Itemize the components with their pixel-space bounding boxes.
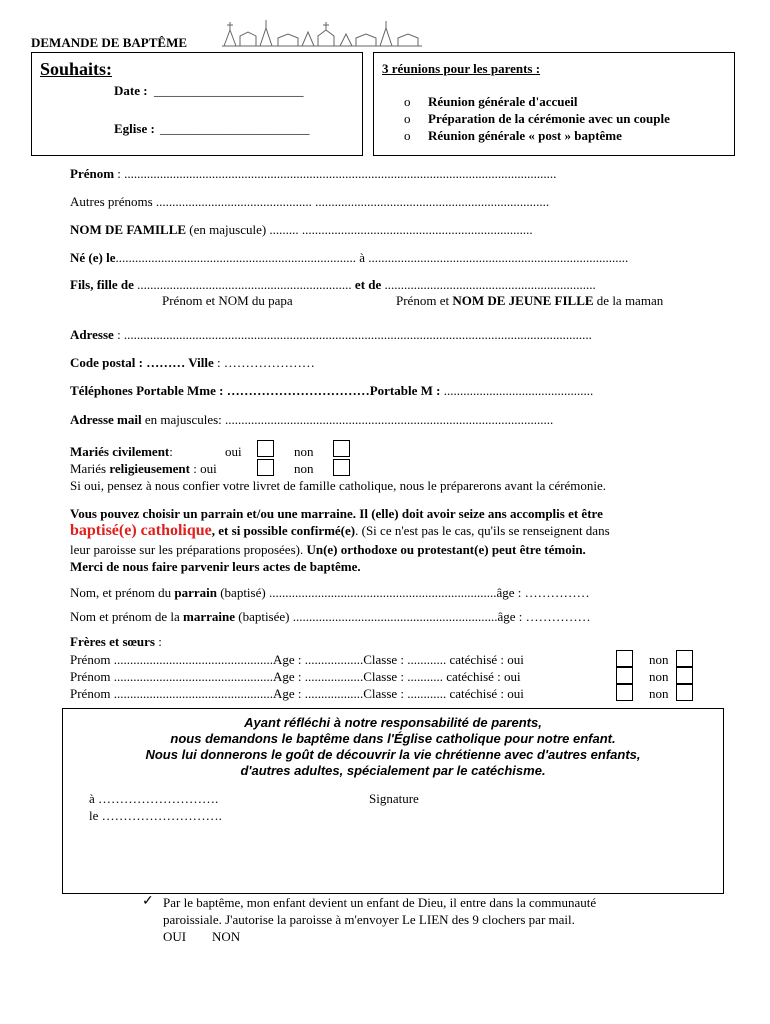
frere-non-label: non — [649, 652, 669, 667]
checkmark-icon: ✓ — [142, 894, 154, 909]
civil-non-checkbox[interactable] — [333, 440, 350, 457]
reunion-item: o Réunion générale d'accueil — [382, 93, 670, 110]
parrain-info-line3: leur paroisse sur les préparations proposées). Un(e) orthodoxe ou protestant(e) peut être témoin. — [70, 542, 586, 557]
relig-oui-checkbox[interactable] — [257, 459, 274, 476]
parrain-info-line1: Vous pouvez choisir un parrain et/ou une marraine. Il (elle) doit avoir seize ans accomplis et être — [70, 506, 603, 521]
adresse-line[interactable] — [70, 327, 592, 343]
frere-non-checkbox[interactable] — [676, 684, 693, 701]
relig-non-checkbox[interactable] — [333, 459, 350, 476]
frere-non-label: non — [649, 669, 669, 684]
eglise-label: Eglise : — [114, 121, 155, 136]
date-signature-field[interactable]: le ………………………. — [89, 808, 222, 823]
ne-label: Né (e) le — [70, 250, 116, 265]
frere-oui-checkbox[interactable] — [616, 684, 633, 701]
frere-non-checkbox[interactable] — [676, 667, 693, 684]
naissance-line[interactable] — [70, 250, 628, 266]
reunions-title: 3 réunions pour les parents : — [382, 61, 541, 76]
parrain-line[interactable]: Nom, et prénom du parrain (baptisé) ......................................................................âge : …………… — [70, 585, 590, 600]
parrain-info-line4: Merci de nous faire parvenir leurs actes de baptême. — [70, 559, 361, 574]
frere-non-checkbox[interactable] — [676, 650, 693, 667]
parrain-info-line2: baptisé(e) catholique, et si possible confirmé(e). (Si ce n'est pas le cas, qu'ils se renseignent dans — [70, 522, 610, 539]
mail-label: Adresse mail — [70, 412, 142, 427]
frere-non-label: non — [649, 686, 669, 701]
ville-label: Ville — [188, 355, 214, 370]
filiation-line[interactable] — [70, 277, 596, 293]
souhaits-box — [31, 52, 363, 156]
date-field[interactable]: _______________________ — [154, 83, 304, 98]
autres-prenoms-line[interactable]: Autres prénoms ................................................ ........................................................................ — [70, 194, 550, 209]
ville-rest: : ………………… — [213, 355, 315, 370]
telephones-rest: .............................................. — [443, 383, 594, 398]
engagement-box — [62, 708, 724, 894]
nom-rest: (en majuscule) ......... ....................................................................... — [186, 222, 533, 237]
frere-row[interactable]: Prénom .................................................Age : ..................Classe : ............ catéchisé : oui — [70, 686, 524, 701]
footer-line2: paroissiale. J'autorise la paroisse à m'envoyer Le LIEN des 9 clochers par mail. — [163, 912, 575, 927]
papa-caption: Prénom et NOM du papa — [162, 293, 293, 308]
maries-relig-label: Mariés religieusement : oui — [70, 461, 217, 476]
signature-label: Signature — [369, 791, 419, 806]
telephones-line[interactable] — [70, 383, 593, 399]
et-de-label: et de — [354, 277, 382, 292]
maries-civil-label: Mariés civilement: — [70, 444, 173, 459]
code-postal-label: Code postal : ……… — [70, 355, 189, 370]
nom-line[interactable] — [70, 222, 533, 238]
nom-label: NOM DE FAMILLE — [70, 222, 187, 237]
page-title: DEMANDE DE BAPTÊME — [31, 35, 188, 50]
marraine-line[interactable]: Nom et prénom de la marraine (baptisée) ...............................................................âge : …………… — [70, 609, 591, 624]
telephones-label: Téléphones Portable Mme : ……………………………Portable M : — [70, 383, 444, 398]
prenom-line[interactable] — [70, 166, 556, 182]
eglise-field[interactable]: _______________________ — [160, 121, 310, 136]
fils-rest: .................................................................. — [133, 277, 355, 292]
villages-logo — [222, 18, 422, 48]
date-label: Date : — [114, 83, 148, 98]
frere-oui-checkbox[interactable] — [616, 650, 633, 667]
ne-rest: .......................................................................... à ................................................................................ — [115, 250, 629, 265]
et-de-rest: ................................................................. — [381, 277, 596, 292]
baptise-catholique-text: baptisé(e) catholique — [70, 522, 212, 539]
prenom-dots: : ..................................................................................................................................... — [114, 166, 557, 181]
footer-non[interactable]: NON — [212, 929, 241, 944]
footer-line1: Par le baptême, mon enfant devient un enfant de Dieu, il entre dans la communauté — [163, 895, 597, 910]
adresse-label: Adresse — [70, 327, 114, 342]
reunion-item: o Réunion générale « post » baptême — [382, 127, 670, 144]
adresse-rest: : ................................................................................................................................................ — [113, 327, 592, 342]
frere-oui-checkbox[interactable] — [616, 667, 633, 684]
souhaits-title: Souhaits: — [40, 59, 113, 79]
fils-label: Fils, fille de — [70, 277, 134, 292]
prenom-label: Prénom — [70, 166, 115, 181]
footer-oui[interactable]: OUI — [163, 929, 187, 944]
freres-title: Frères et sœurs : — [70, 634, 162, 649]
civil-non-label: non — [294, 444, 314, 459]
livret-note: Si oui, pensez à nous confier votre livret de famille catholique, nous le préparerons avant la cérémonie. — [70, 478, 607, 493]
engagement-text: Ayant réfléchi à notre responsabilité de parents, nous demandons le baptême dans l'Église catholique pour notre enfant. Nous lui donnerons le goût de découvrir la vie chrétienne avec d'autres enfants, d'autres adultes, spécialement par le catéchisme. — [145, 715, 641, 778]
frere-row[interactable]: Prénom .................................................Age : ..................Classe : ............ catéchisé : oui — [70, 652, 524, 667]
frere-row[interactable]: Prénom .................................................Age : ..................Classe : ........... catéchisé : oui — [70, 669, 521, 684]
code-postal-line[interactable] — [70, 355, 315, 371]
reunion-item: o Préparation de la cérémonie avec un couple — [382, 110, 670, 127]
maman-caption: Prénom et NOM DE JEUNE FILLE de la maman — [396, 293, 664, 308]
relig-non-label: non — [294, 461, 314, 476]
mail-rest: en majuscules: ..................................................................................................... — [141, 412, 554, 427]
reunions-list — [382, 93, 670, 144]
reunions-box — [373, 52, 735, 156]
lieu-field[interactable]: à ………………………. — [89, 791, 219, 806]
civil-oui-label: oui — [225, 444, 242, 459]
civil-oui-checkbox[interactable] — [257, 440, 274, 457]
mail-line[interactable] — [70, 412, 553, 428]
